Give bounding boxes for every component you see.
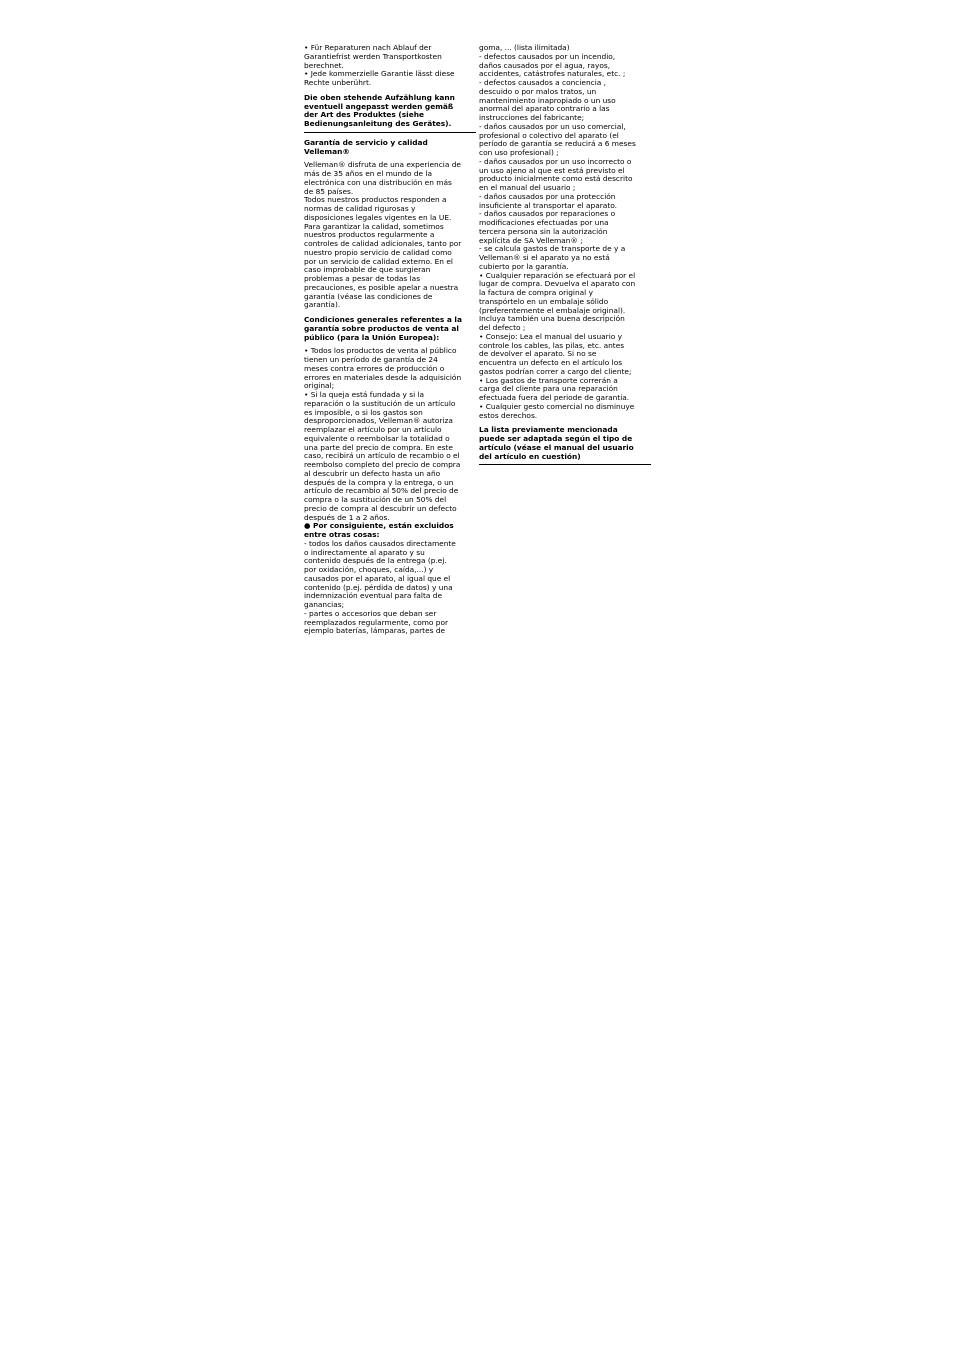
- exclusions-heading: ● Por consiguiente, están excluidos entre otras cosas:: [304, 521, 454, 539]
- service-quality-body: Velleman® disfruta de una experiencia de más de 35 años en el mundo de la electrónica con una distribución en más de 85 países. Todos nuestros productos responden a normas de calidad rigurosas y disposiciones legales vigentes en la UE. Para garantizar la calidad, sometimos nuestros productos regularmente a controles de calidad adicionales, tanto por nuestro propio servicio de calidad como por un servicio de calidad externo. En el caso improbable de que surgieran problemas a pesar de todas las precauciones, es posible apelar a nuestra garantía (véase las condiciones de garantía).: [304, 160, 462, 310]
- exclusions-continued-body: goma, ... (lista ilimitada) - defectos causados por un incendio, daños causados por el agua, rayos, accidentes, catástrofes naturales, etc. ; - defectos causados a conciencia , descuido o por malos tratos, un mantenimiento inapropiado o un uso anormal del aparato contrario a las instrucciones del fabricante; - daños causados por un uso comercial, profesional o colectivo del aparato (el período de garantía se reducirá a 6 meses con uso profesional) ; - daños causados por un uso incorrecto o un uso ajeno al que est está previsto el producto inicialmente como está descrito en el manual del usuario ; - daños causados por una protección insuficiente al transportar el aparato. - daños causados por reparaciones o modificaciones efectuadas por una tercera persona sin la autorización explícita de SA Velleman® ; - se calcula gastos de transporte de y a Velleman® si el aparato ya no está cubierto por la garantía. • Cualquier reparación se efectuará por el lugar de compra. Devuelva el aparato con la factura de compra original y transpórtelo en un embalaje sólido (preferentemente el embalaje original). Incluya también una buena descripción del defecto ; • Consejo: Lea el manual del usuario y controle los cables, las pilas, etc. antes de devolver el aparato. Si no se encuentra un defecto en el artículo los gastos podrían correr a cargo del cliente; • Los gastos de transporte correrán a carga del cliente para una reparación efectuada fuera del periode de garantía. • Cualquier gesto comercial no disminuye estos derechos.: [479, 43, 636, 420]
- adaptation-note: La lista previamente mencionada puede ser adaptada según el tipo de artículo (véase el manual del usuario del artículo en cuestión): [479, 425, 634, 461]
- end-divider: [479, 464, 651, 465]
- service-quality-heading: Garantía de servicio y calidad Velleman®: [304, 137, 428, 156]
- warranty-conditions-heading: Condiciones generales referentes a la garantía sobre productos de venta al público (para la Unión Europea):: [304, 315, 462, 342]
- german-warranty-bullets: • Für Reparaturen nach Ablauf der Garantiefrist werden Transportkosten berechnet. • Jede kommerzielle Garantie lässt diese Rechte unberührt.: [304, 43, 455, 87]
- left-column: [304, 44, 476, 636]
- warranty-conditions-body: • Todos los productos de venta al público tienen un período de garantía de 24 meses contra errores de producción o errores en materiales desde la adquisición original; • Si la queja está fundada y si la reparación o la sustitución de un artículo es imposible, o si los gastos son desproporcionados, Velleman® autoriza reemplazar el artículo por un artículo equivalente o reembolsar la totalidad o una parte del precio de compra. En este caso, recibirá un artículo de recambio o el reembolso completo del precio de compra al descubrir un defecto hasta un año después de la compra y la entrega, o un artículo de recambio al 50% del precio de compra o la sustitución de un 50% del precio de compra al descubrir un defecto después de 1 a 2 años.: [304, 346, 462, 522]
- right-column: [479, 44, 651, 471]
- section-divider: [304, 132, 476, 133]
- exclusions-body: - todos los daños causados directamente o indirectamente al aparato y su contenido después de la entrega (p.ej. por oxidación, choques, caída,...) y causados por el aparato, al igual que el contenido (p.ej. pérdida de datos) y una indemnización eventual para falta de ganancias; - partes o accesorios que deban ser reemplazados regularmente, como por ejemplo baterías, lámparas, partes de: [304, 538, 456, 636]
- german-adaptation-note: Die oben stehende Aufzählung kann eventuell angepasst werden gemäß der Art des Produktes (siehe Bedienungsanleitung des Gerätes).: [304, 92, 455, 128]
